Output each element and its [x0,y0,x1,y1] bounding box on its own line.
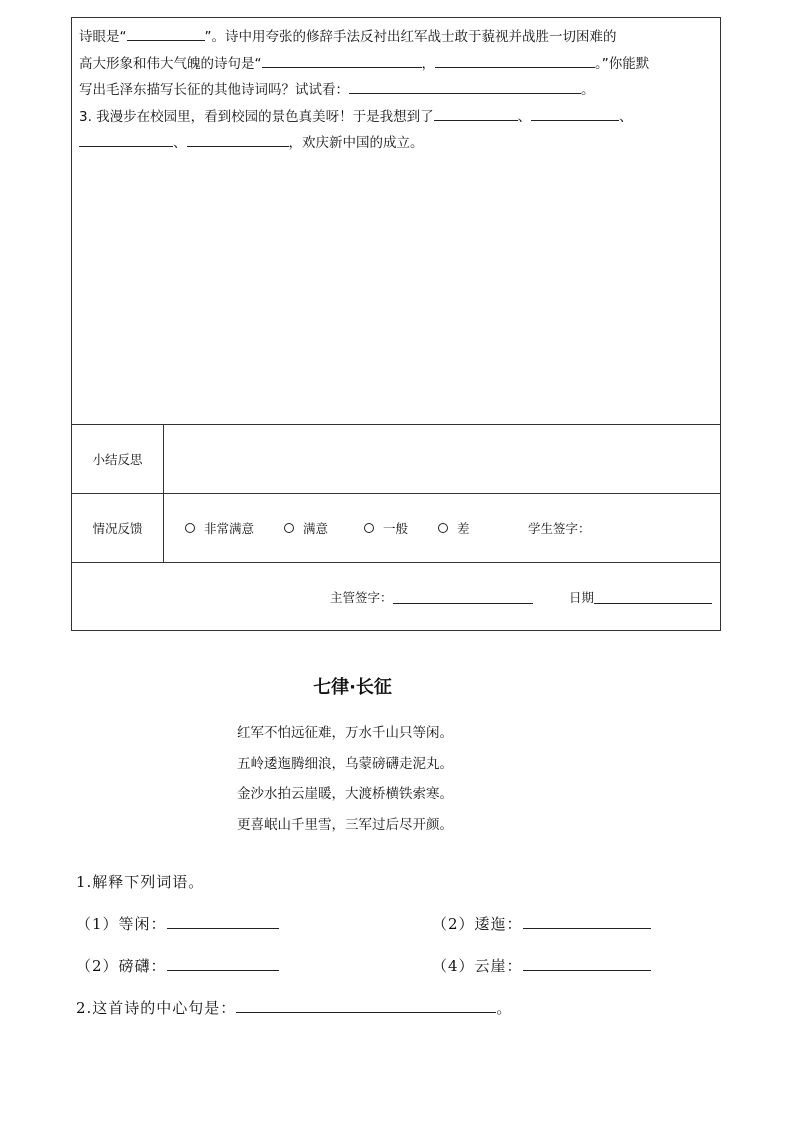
feedback-cell [163,494,720,562]
option-satisfied[interactable]: 满意 [284,519,328,537]
radio-circle-icon [185,523,195,533]
answer-blank-3b[interactable] [531,105,619,121]
feedback-label: 情况反馈 [72,494,164,562]
answer-blank-verse-1[interactable] [262,52,422,68]
content-line-3: 写出毛泽东描写长征的其他诗词吗？试试看： 。 [79,77,714,104]
radio-circle-icon [364,523,374,533]
question-1-item-1: （1）等闲： [76,912,279,934]
poem-body [237,718,453,841]
radio-circle-icon [438,523,448,533]
answer-blank-weiyi[interactable] [523,912,651,929]
answer-blank-yunya[interactable] [523,954,651,971]
poem-line: 金沙水拍云崖暖，大渡桥横铁索寒。 [237,786,453,803]
signature-row [72,563,720,630]
content-line-5: 、 ，欢庆新中国的成立。 [79,130,714,157]
content-line-2: 高大形象和伟大气魄的诗句是“ ， 。”你能默 [79,51,714,78]
answer-blank-central-sentence[interactable] [236,996,496,1013]
answer-blank-dengxian[interactable] [167,912,279,929]
worksheet-table [71,17,721,631]
reflection-input-cell[interactable] [163,425,720,493]
question-2: 2.这首诗的中心句是： 。 [76,996,512,1018]
answer-blank-3c[interactable] [79,131,173,147]
question-1-item-3: （2）磅礴： [76,954,279,976]
radio-circle-icon [284,523,294,533]
reflection-label: 小结反思 [72,425,164,493]
supervisor-signature: 主管签字： [330,563,533,630]
option-poor[interactable]: 差 [438,519,470,537]
answer-blank-3d[interactable] [187,131,289,147]
question-1-item-4: （4）云崖： [432,954,651,976]
poem-line: 五岭逶迤腾细浪，乌蒙磅礴走泥丸。 [237,755,453,772]
content-line-4: 3. 我漫步在校园里，看到校园的景色真美呀！于是我想到了 、 、 [79,104,714,131]
feedback-row [72,494,720,563]
date-field: 日期 [569,563,712,630]
poem-line: 红军不怕远征难，万水千山只等闲。 [237,725,453,741]
answer-blank-other-poems[interactable] [349,78,581,94]
content-line-1: 诗眼是“ ”。诗中用夸张的修辞手法反衬出红军战士敢于藐视并战胜一切困难的 [79,24,714,51]
content-cell [72,18,720,425]
feedback-options [185,494,470,562]
student-signature[interactable]: 学生签字： [528,521,591,536]
poem-title: 七律·长征 [313,677,392,698]
option-average[interactable]: 一般 [364,519,408,537]
question-1-item-2: （2）逶迤： [432,912,651,934]
supervisor-signature-blank[interactable] [393,590,533,604]
answer-blank-poem-eye[interactable] [127,25,205,41]
date-blank[interactable] [594,590,712,604]
option-very-satisfied[interactable]: 非常满意 [185,519,254,537]
poem-line: 更喜岷山千里雪，三军过后尽开颜。 [237,817,453,834]
question-1: 1.解释下列词语。 [76,873,205,891]
reflection-row [72,425,720,494]
answer-blank-3a[interactable] [434,105,518,121]
answer-blank-pangbo[interactable] [167,954,279,971]
answer-blank-verse-2[interactable] [435,52,595,68]
